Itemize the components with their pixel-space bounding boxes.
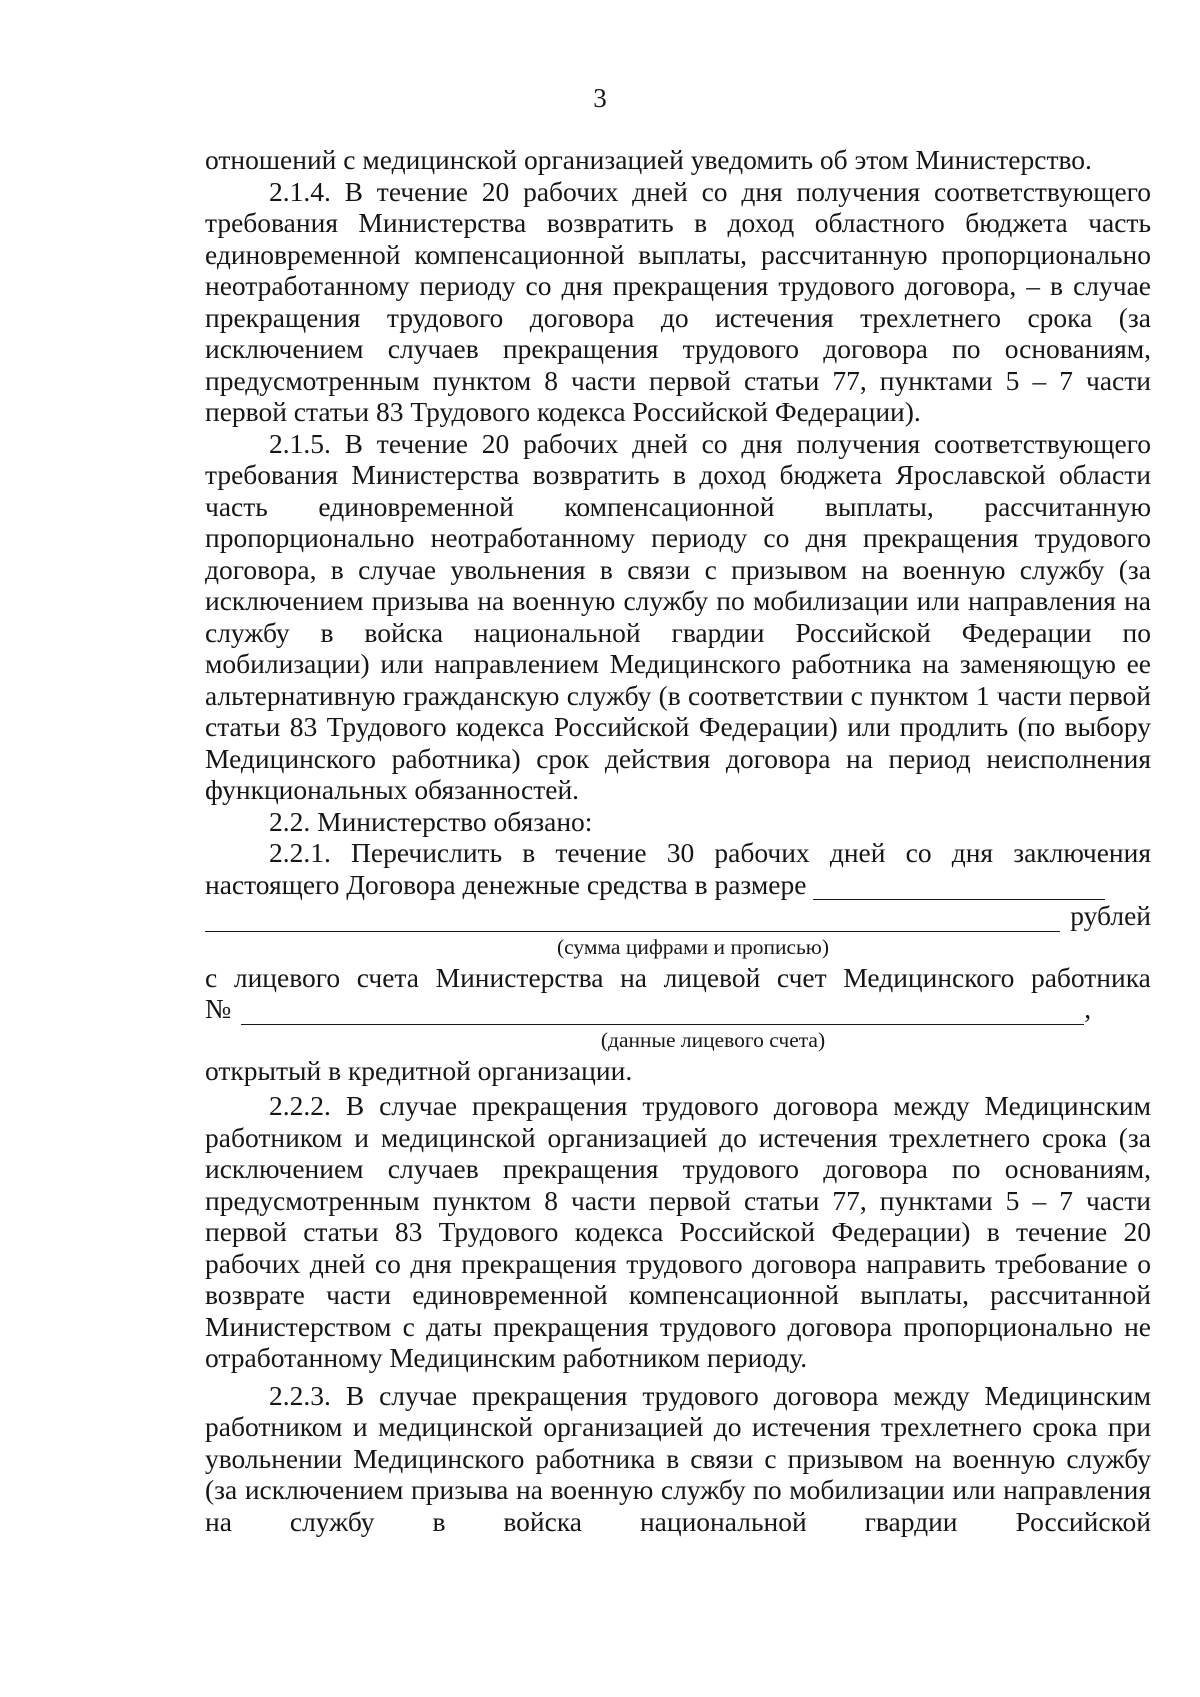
- word: Медицинского: [843, 961, 1015, 993]
- word: работника: [1030, 961, 1151, 993]
- word: счета: [356, 961, 419, 993]
- document-body: [205, 144, 1151, 1537]
- amount-continuation-line: [205, 900, 1151, 932]
- paragraph-2-2-1-text: 2.2.1. Перечислить в течение 30 рабочих дней со дня заключения настоящего Договора денежные средства в размере: [205, 837, 1151, 900]
- word: лицевой: [663, 961, 761, 993]
- paragraph-2-2-2: 2.2.2. В случае прекращения трудового договора между Медицинским работником и медицинской организацией до истечения трехлетнего срока (за исключением случаев прекращения трудового договора по основаниям, предусмотренным пунктом 8 части первой статьи 77, пунктами 5 – 7 части первой статьи 83 Трудового кодекса Российской Федерации) в течение 20 рабочих дней со дня прекращения трудового договора направить требование о возврате части единовременной компенсационной выплаты, рассчитанной Министерством с даты прекращения трудового договора пропорционально не отработанному Медицинским работником периоду.: [205, 1090, 1151, 1373]
- paragraph-2-2-1: [205, 837, 1151, 1086]
- word: на: [620, 961, 648, 993]
- amount-blank-line-2: [205, 907, 1060, 932]
- amount-blank-line: [813, 875, 1105, 900]
- paragraph-2-2: 2.2. Министерство обязано:: [269, 805, 593, 837]
- rubles-label: рублей: [1070, 900, 1151, 931]
- account-caption: (данные лицевого счета): [600, 1027, 826, 1052]
- account-number-line: [205, 993, 1151, 1025]
- word: счет: [776, 961, 827, 993]
- comma: ,: [1084, 993, 1092, 1024]
- word: с: [205, 961, 218, 993]
- word: Министерства: [435, 961, 604, 993]
- paragraph-2-2-1-end: открытый в кредитной организации.: [205, 1054, 633, 1086]
- paragraph-2-1-4: 2.1.4. В течение 20 рабочих дней со дня получения соответствующего требования Министерства возвратить в доход областного бюджета часть единовременной компенсационной выплаты, рассчитанную пропорционально неотработанному периоду со дня прекращения трудового договора, – в случае прекращения трудового договора до истечения трехлетнего срока (за исключением случаев прекращения трудового договора по основаниям, предусмотренным пунктом 8 части первой статьи 77, пунктами 5 – 7 части первой статьи 83 Трудового кодекса Российской Федерации).: [205, 175, 1151, 427]
- account-blank-line: [241, 1000, 1084, 1025]
- word: лицевого: [233, 961, 341, 993]
- paragraph-continuation: отношений с медицинской организацией уведомить об этом Министерство.: [205, 144, 1092, 175]
- paragraph-2-1-5: 2.1.5. В течение 20 рабочих дней со дня получения соответствующего требования Министерства возвратить в доход бюджета Ярославской области часть единовременной компенсационной выплаты, рассчитанную пропорционально неотработанному периоду со дня прекращения трудового договора, в случае увольнения в связи с призывом на военную службу (за исключением призыва на военную службу по мобилизации или направления на службу в войска национальной гвардии Российской Федерации по мобилизации) или направлением Медицинского работника на заменяющую ее альтернативную гражданскую службу (в соответствии с пунктом 1 части первой статьи 83 Трудового кодекса Российской Федерации) или продлить (по выбору Медицинского работника) срок действия договора на период неисполнения функциональных обязанностей.: [205, 427, 1151, 805]
- number-sign: №: [205, 993, 232, 1024]
- paragraph-2-2-3: 2.2.3. В случае прекращения трудового договора между Медицинским работником и медицинской организацией до истечения трехлетнего срока при увольнении Медицинского работника в связи с призывом на военную службу (за исключением призыва на военную службу по мобилизации или направления на службу в войска национальной гвардии Российской: [205, 1379, 1151, 1537]
- account-text-line: [205, 962, 1151, 994]
- amount-caption: (сумма цифрами и прописью): [556, 934, 830, 959]
- page-number: 3: [593, 83, 607, 113]
